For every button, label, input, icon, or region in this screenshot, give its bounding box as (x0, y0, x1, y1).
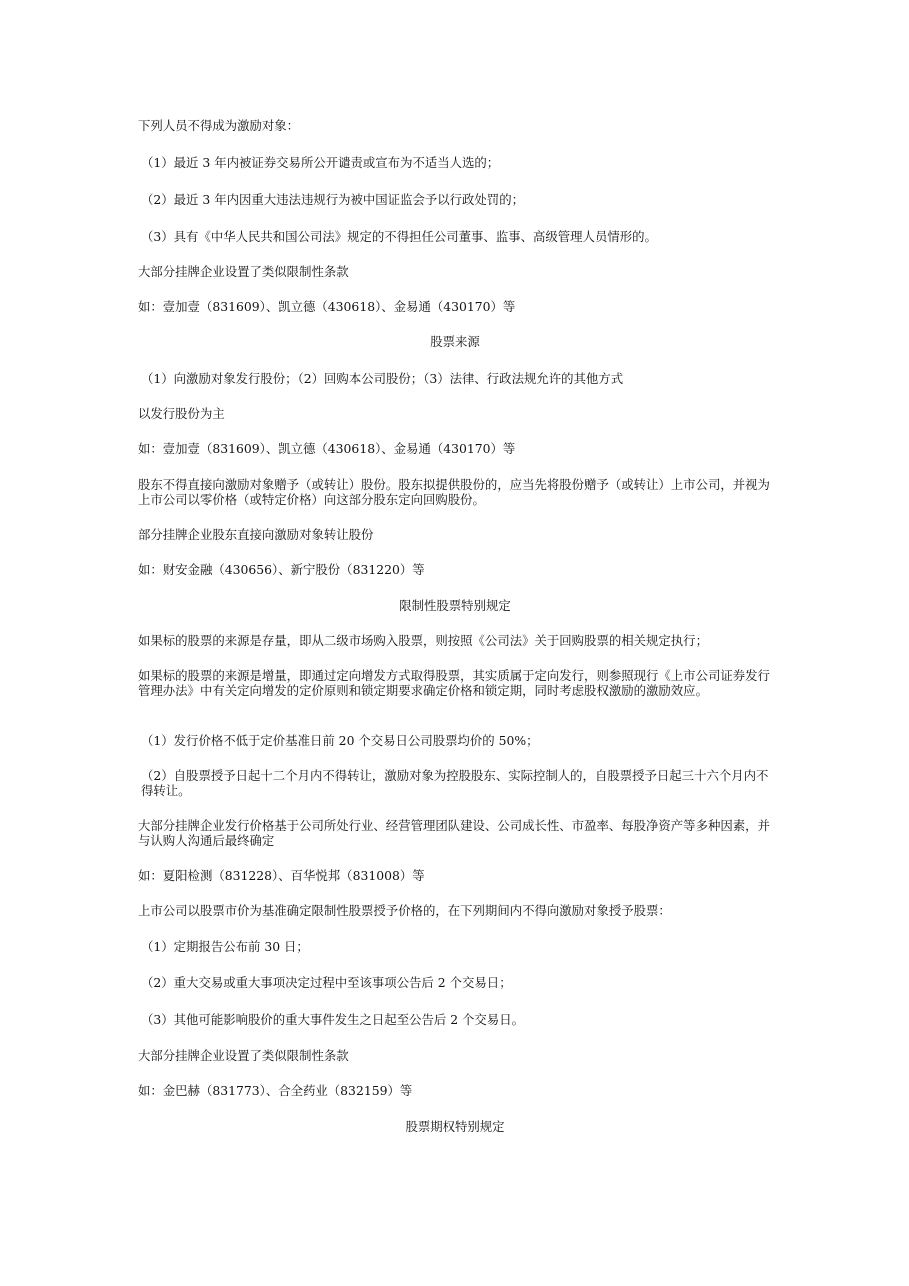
paragraph-price-rule-1: （1）发行价格不低于定价基准日前 20 个交易日公司股票均价的 50%； (141, 733, 539, 748)
paragraph-example-5: 如：金巴赫（831773）、合全药业（832159）等 (138, 1083, 413, 1098)
paragraph-ineligible-item-3: （3）具有《中华人民共和国公司法》规定的不得担任公司董事、监事、高级管理人员情形的。 (141, 229, 657, 244)
section-heading-stock-source: 股票来源 (430, 334, 480, 349)
paragraph-shareholder-transfer: 股东不得直接向激励对象赠予（或转让）股份。股东拟提供股份的，应当先将股份赠予（或转让）上市公司，并视为上市公司以零价格（或特定价格）向这部分股东定向回购股份。 (138, 477, 770, 507)
paragraph-price-rule-2: （2）自股票授予日起十二个月内不得转让，激励对象为控股股东、实际控制人的，自股票授予日起三十六个月内不得转让。 (141, 768, 769, 798)
paragraph-ineligible-item-1: （1）最近 3 年内被证券交易所公开谴责或宣布为不适当人选的； (141, 155, 500, 170)
paragraph-similar-clause: 大部分挂牌企业设置了类似限制性条款 (138, 264, 349, 279)
paragraph-source-methods: （1）向激励对象发行股份；（2）回购本公司股份；（3）法律、行政法规允许的其他方式 (141, 371, 624, 386)
section-heading-stock-option: 股票期权特别规定 (405, 1119, 505, 1134)
paragraph-issue-shares: 以发行股份为主 (138, 406, 225, 421)
paragraph-stock-source-increment: 如果标的股票的来源是增量，即通过定向增发方式取得股票，其实质属于定向发行，则参照现行《上市公司证券发行管理办法》中有关定向增发的定价原则和锁定期要求确定价格和锁定期，同时考虑股权激励的激励效应。 (138, 668, 770, 698)
paragraph-ineligible-item-2: （2）最近 3 年内因重大违法违规行为被中国证监会予以行政处罚的； (141, 192, 524, 207)
paragraph-grant-periods-intro: 上市公司以股票市价为基准确定限制性股票授予价格的，在下列期间内不得向激励对象授予股票： (138, 903, 671, 918)
paragraph-example-3: 如：财安金融（430656）、新宁股份（831220）等 (138, 562, 425, 577)
paragraph-grant-period-1: （1）定期报告公布前 30 日； (141, 939, 309, 954)
paragraph-similar-clause-2: 大部分挂牌企业设置了类似限制性条款 (138, 1048, 349, 1063)
paragraph-example-4: 如：夏阳检测（831228）、百华悦邦（831008）等 (138, 868, 425, 883)
paragraph-grant-period-2: （2）重大交易或重大事项决定过程中至该事项公告后 2 个交易日； (141, 975, 512, 990)
paragraph-issue-price-basis: 大部分挂牌企业发行价格基于公司所处行业、经营管理团队建设、公司成长性、市盈率、每股净资产等多种因素，并与认购人沟通后最终确定 (138, 818, 770, 848)
paragraph-ineligible-intro: 下列人员不得成为激励对象： (138, 118, 300, 133)
paragraph-grant-period-3: （3）其他可能影响股价的重大事件发生之日起至公告后 2 个交易日。 (141, 1012, 524, 1027)
paragraph-partial-transfer: 部分挂牌企业股东直接向激励对象转让股份 (138, 527, 374, 542)
paragraph-stock-source-existing: 如果标的股票的来源是存量，即从二级市场购入股票，则按照《公司法》关于回购股票的相关规定执行； (138, 633, 708, 648)
paragraph-example-2: 如：壹加壹（831609）、凯立德（430618）、金易通（430170）等 (138, 441, 516, 456)
section-heading-restricted-stock: 限制性股票特别规定 (399, 598, 511, 613)
paragraph-example-1: 如：壹加壹（831609）、凯立德（430618）、金易通（430170）等 (138, 299, 516, 314)
